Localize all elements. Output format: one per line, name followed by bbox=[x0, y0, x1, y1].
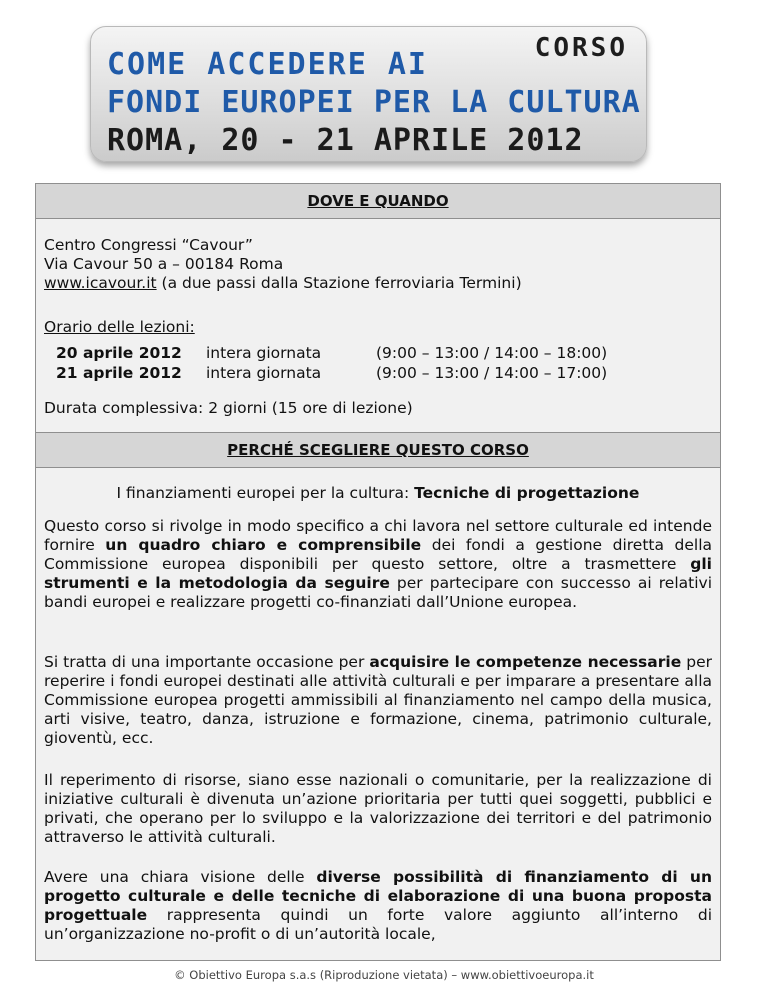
bold-run: un quadro chiaro e comprensibile bbox=[105, 536, 422, 554]
bold-run: gli strumenti e la metodologia da seguire bbox=[44, 555, 712, 592]
text-run: per partecipare con successo ai relativi bandi europei e realizzare progetti co-finanziati dall’Unione europea. bbox=[44, 574, 713, 611]
paragraph-4 bbox=[44, 868, 712, 944]
paragraph-2 bbox=[44, 653, 712, 748]
text-run: Avere una chiara visione delle bbox=[44, 868, 317, 886]
venue-address: Via Cavour 50 a – 00184 Roma bbox=[44, 255, 284, 273]
schedule-type: intera giornata bbox=[206, 364, 322, 382]
text-run: rappresenta quindi un forte valore aggiunto all’interno di un’organizzazione no-profit o di un’autorità locale, bbox=[44, 906, 712, 943]
venue-name: Centro Congressi “Cavour” bbox=[44, 236, 253, 254]
bold-run: diverse possibilità di finanziamento di un progetto culturale e delle tecniche di elaborazione di una buona proposta progettuale bbox=[44, 868, 712, 924]
schedule-hours: (9:00 – 13:00 / 14:00 – 17:00) bbox=[376, 364, 608, 382]
content-box bbox=[35, 183, 721, 961]
banner-corso: CORSO bbox=[534, 33, 628, 63]
course-banner bbox=[90, 26, 647, 162]
venue-block bbox=[44, 236, 712, 293]
course-subtitle-plain: I finanziamenti europei per la cultura: bbox=[116, 484, 415, 502]
course-subtitle bbox=[44, 484, 712, 503]
venue-website-note: (a due passi dalla Stazione ferroviaria Termini) bbox=[161, 274, 522, 292]
schedule-date: 20 aprile 2012 bbox=[56, 344, 182, 362]
venue-website-line bbox=[44, 274, 712, 293]
footer-copyright: © Obiettivo Europa s.a.s (Riproduzione vietata) – www.obiettivoeuropa.it bbox=[174, 968, 594, 982]
venue-website-link[interactable]: www.icavour.it bbox=[44, 274, 157, 292]
paragraph-3: Il reperimento di risorse, siano esse nazionali o comunitarie, per la realizzazione di iniziative culturali è divenuta un’azione prioritaria per tutti quei soggetti, pubblici e privati, che operano per lo sviluppo e la valorizzazione dei territori e del patrimonio attraverso le attività culturali. bbox=[44, 771, 712, 846]
schedule-hours: (9:00 – 13:00 / 14:00 – 18:00) bbox=[376, 344, 608, 362]
text-run: Questo corso si rivolge in modo specifico a chi lavora nel settore culturale ed intende fornire bbox=[44, 517, 712, 554]
schedule-label: Orario delle lezioni: bbox=[44, 318, 195, 336]
section-heading-perche: PERCHÉ SCEGLIERE QUESTO CORSO bbox=[36, 432, 720, 468]
banner-date-line: ROMA, 20 - 21 APRILE 2012 bbox=[107, 123, 584, 158]
bold-run: acquisire le competenze necessarie bbox=[369, 653, 682, 671]
text-run: dei fondi a gestione diretta della Commissione europea disponibili per questo settore, oltre a trasmettere bbox=[44, 536, 712, 573]
course-subtitle-bold: Tecniche di progettazione bbox=[414, 484, 640, 502]
text-run: per reperire i fondi europei destinati alle attività culturali e per imparare a presentare alla Commissione europea progetti ammissibili al finanziamento nel campo della musica, arti visive, teatro, danza, istruzione e formazione, cinema, patrimonio culturale, gioventù, ecc. bbox=[44, 653, 712, 747]
schedule-date: 21 aprile 2012 bbox=[56, 364, 182, 382]
schedule-label-row bbox=[44, 318, 712, 337]
banner-title-line1: COME ACCEDERE AI bbox=[107, 47, 428, 82]
section-heading-dove: DOVE E QUANDO bbox=[36, 184, 720, 219]
paragraph-1 bbox=[44, 517, 712, 612]
text-run: Si tratta di una importante occasione per bbox=[44, 653, 370, 671]
schedule-type: intera giornata bbox=[206, 344, 322, 362]
duration-text: Durata complessiva: 2 giorni (15 ore di lezione) bbox=[44, 399, 413, 417]
banner-title-line2: FONDI EUROPEI PER LA CULTURA bbox=[107, 85, 641, 120]
